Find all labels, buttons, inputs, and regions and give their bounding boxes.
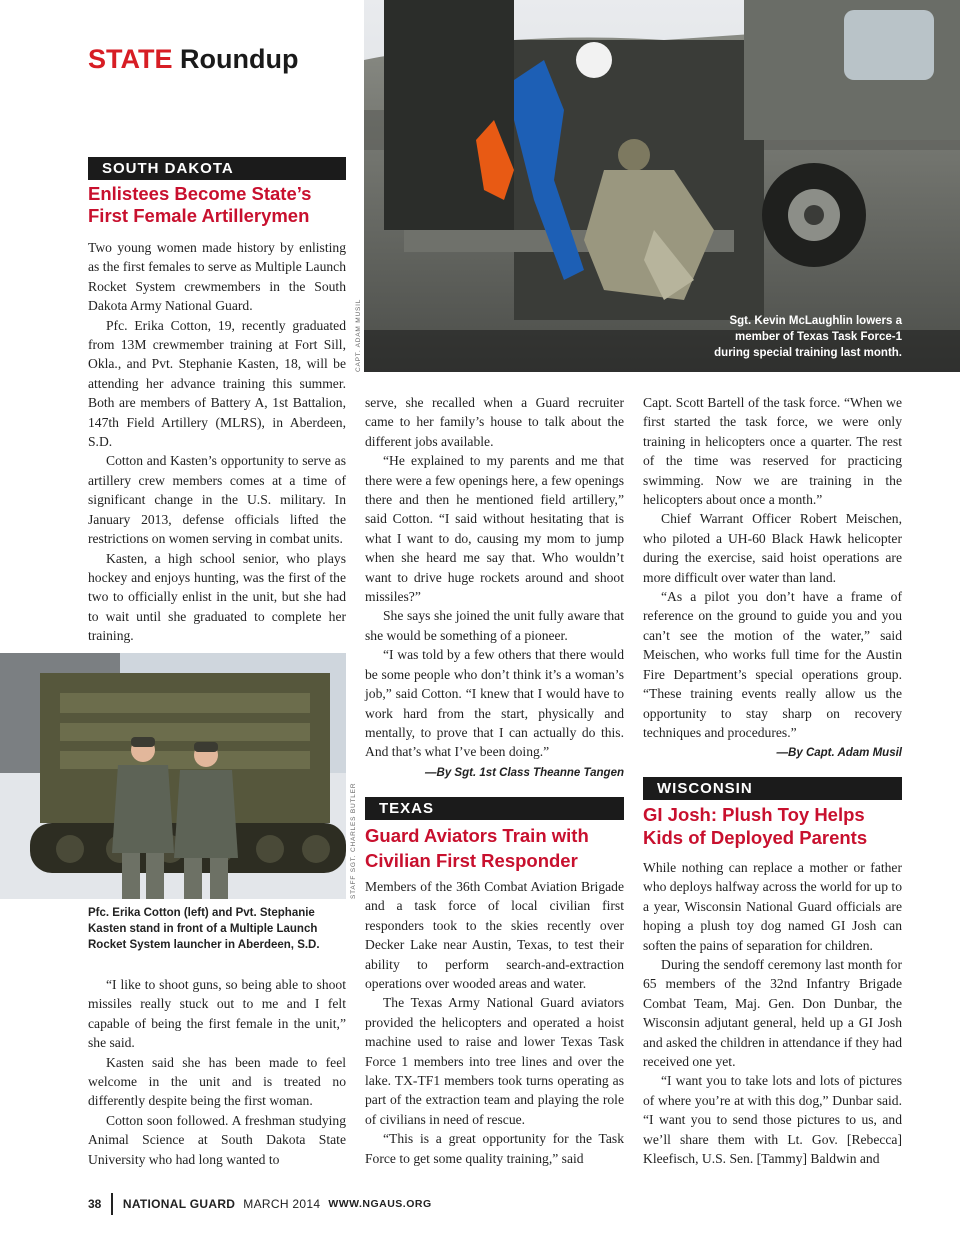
paragraph: Capt. Scott Bartell of the task force. “When we first started the task force, we were only training in helicopters once a quarter. The rest of the time was reserved for practicing swimming. Now we are training in the helicopters about once a month.” bbox=[643, 395, 902, 508]
paragraph: Kasten, a high school senior, who plays hockey and enjoys hunting, was the first of the two to officially enlist in the unit, but she had to wait until she graduated to complete her training. bbox=[88, 550, 346, 644]
texas-column-3 bbox=[643, 393, 902, 764]
mlrs-photo-credit: STAFF SGT. CHARLES BUTLER bbox=[350, 782, 357, 899]
headline-south-dakota-line-1: Enlistees Become State’s bbox=[88, 183, 312, 204]
paragraph: “I was told by a few others that there would be some people who don’t think it’s a woman’s job,” said Cotton. “I knew that I would have to work hard from the start, physically and mentally, to prove that I can actually do this. And that’s what I’ve been doing.” bbox=[365, 647, 624, 760]
paragraph: serve, she recalled when a Guard recruiter came to her family’s house to talk about the different jobs available. bbox=[365, 395, 624, 449]
mlrs-photo-caption: Pfc. Erika Cotton (left) and Pvt. Stephanie Kasten stand in front of a Multiple Launch Rocket System launcher in Aberdeen, S.D. bbox=[88, 907, 320, 951]
south-dakota-column-1-top bbox=[88, 238, 346, 646]
section-bar-wisconsin: WISCONSIN bbox=[643, 777, 902, 800]
paragraph: “As a pilot you don’t have a frame of reference on the ground to guide you and you can’t see the motion of the water,” said Meischen, who works full time for the Austin Fire Department’s special operations group. “These training events really allow us the opportunity to stay sharp on recovery techniques and procedures.” bbox=[643, 589, 902, 740]
south-dakota-byline: —By Sgt. 1st Class Theanne Tangen bbox=[425, 766, 624, 779]
section-bar-south-dakota: SOUTH DAKOTA bbox=[88, 157, 346, 180]
texas-column-2 bbox=[365, 877, 624, 1168]
paragraph: She says she joined the unit fully aware that she would be something of a pioneer. bbox=[365, 608, 624, 643]
paragraph: “He explained to my parents and me that there were a few openings here, a few openings there and then he mentioned field artillery,” said Cotton. “I said without hesitating that is what I want to do, causing my mom to jump when she heard me say that. Who wouldn’t want to drive huge rockets around and shoot missiles?” bbox=[365, 453, 624, 605]
south-dakota-column-2 bbox=[365, 393, 624, 783]
headline-texas bbox=[365, 823, 635, 873]
page-title: STATE Roundup bbox=[88, 44, 299, 74]
wisconsin-column-3 bbox=[643, 858, 902, 1169]
paragraph: Cotton and Kasten’s opportunity to serve as artillery crew members comes at a time of significant change in the U.S. military. In January 2013, defense officials lifted the restrictions on women serving in combat units. bbox=[88, 453, 346, 547]
issue-date: MARCH 2014 bbox=[243, 1197, 321, 1211]
headline-wisconsin-line-1: GI Josh: Plush Toy Helps bbox=[643, 804, 865, 825]
paragraph: Members of the 36th Combat Aviation Brigade and a task force of local civilian first responders took to the skies recently over Decker Lake near Austin, Texas, to test their ability to perform search-and-extraction operations over wooded areas and water. bbox=[365, 879, 624, 992]
paragraph: Two young women made history by enlisting as the first females to serve as Multiple Launch Rocket System crewmembers in the South Dakota Army National Guard. bbox=[88, 240, 346, 314]
paragraph: The Texas Army National Guard aviators provided the helicopters and operated a hoist machine used to raise and lower Texas Task Force 1 members into tree lines and over the lake. TX-TF1 members took turns operating as part of the extraction team and playing the role of civilians in need of rescue. bbox=[365, 995, 624, 1127]
website-url: WWW.NGAUS.ORG bbox=[328, 1198, 432, 1210]
paragraph: Pfc. Erika Cotton, 19, recently graduated from 13M crewmember training at Fort Sill, Okla., and Pvt. Stephanie Kasten, 18, will be attending her advance training this summer. Both are members of Battery A, 1st Battalion, 147th Field Artillery (MLRS), in Aberdeen, S.D. bbox=[88, 317, 346, 450]
paragraph: Kasten said she has been made to feel welcome in the unit and is treated no differently despite being the first woman. bbox=[88, 1054, 346, 1109]
page-number: 38 bbox=[88, 1197, 102, 1211]
headline-wisconsin-line-2: Kids of Deployed Parents bbox=[643, 827, 868, 848]
headline-texas-line-1: Guard Aviators Train with bbox=[365, 825, 589, 846]
magazine-name: NATIONAL GUARD bbox=[122, 1197, 236, 1211]
paragraph: Cotton soon followed. A freshman studying Animal Science at South Dakota State University who had long wanted to bbox=[88, 1112, 346, 1167]
headline-south-dakota bbox=[88, 183, 358, 227]
headline-wisconsin bbox=[643, 803, 913, 849]
headline-texas-line-2: Civilian First Responder bbox=[365, 850, 578, 871]
footer-divider bbox=[111, 1193, 113, 1215]
section-bar-texas: TEXAS bbox=[365, 797, 624, 820]
helicopter-photo-credit: CAPT. ADAM MUSIL bbox=[355, 298, 362, 372]
mlrs-photo bbox=[0, 653, 346, 899]
paragraph: While nothing can replace a mother or father who deploys halfway across the world for up to a year, Wisconsin National Guard officials are hoping a plush toy dog named GI Josh can soften the pains of separation for children. bbox=[643, 860, 902, 953]
mlrs-illustration bbox=[0, 653, 346, 899]
paragraph: Chief Warrant Officer Robert Meischen, who piloted a UH-60 Black Hawk helicopter during the exercise, said hoist operations are more difficult over water than land. bbox=[643, 511, 902, 585]
headline-south-dakota-line-2: First Female Artillerymen bbox=[88, 205, 310, 226]
paragraph: “This is a great opportunity for the Task Force to get some quality training,” said bbox=[365, 1131, 624, 1166]
paragraph: “I like to shoot guns, so being able to shoot missiles really stuck out to me and I felt capable of being the first female in the unit,” she said. bbox=[88, 977, 346, 1051]
helicopter-photo-caption: Sgt. Kevin McLaughlin lowers a member of Texas Task Force-1 during special training last month. bbox=[714, 315, 902, 359]
south-dakota-column-1-bottom bbox=[88, 975, 346, 1169]
page-footer bbox=[88, 1193, 432, 1215]
paragraph: “I want you to take lots and lots of pictures of where you’re at with this dog,” Dunbar said. “I want you to send those pictures to us, and we’ll share them with Lt. Gov. [Rebecca] Kleefisch, U.S. Sen. [Tammy] Baldwin and bbox=[643, 1073, 902, 1167]
texas-byline: —By Capt. Adam Musil bbox=[776, 747, 902, 760]
paragraph: During the sendoff ceremony last month for 65 members of the 32nd Infantry Brigade Combat Team, Maj. Gen. Don Dunbar, the Wisconsin adjutant general, held up a GI Josh and asked the children in attendance if they had received one yet. bbox=[643, 957, 902, 1070]
